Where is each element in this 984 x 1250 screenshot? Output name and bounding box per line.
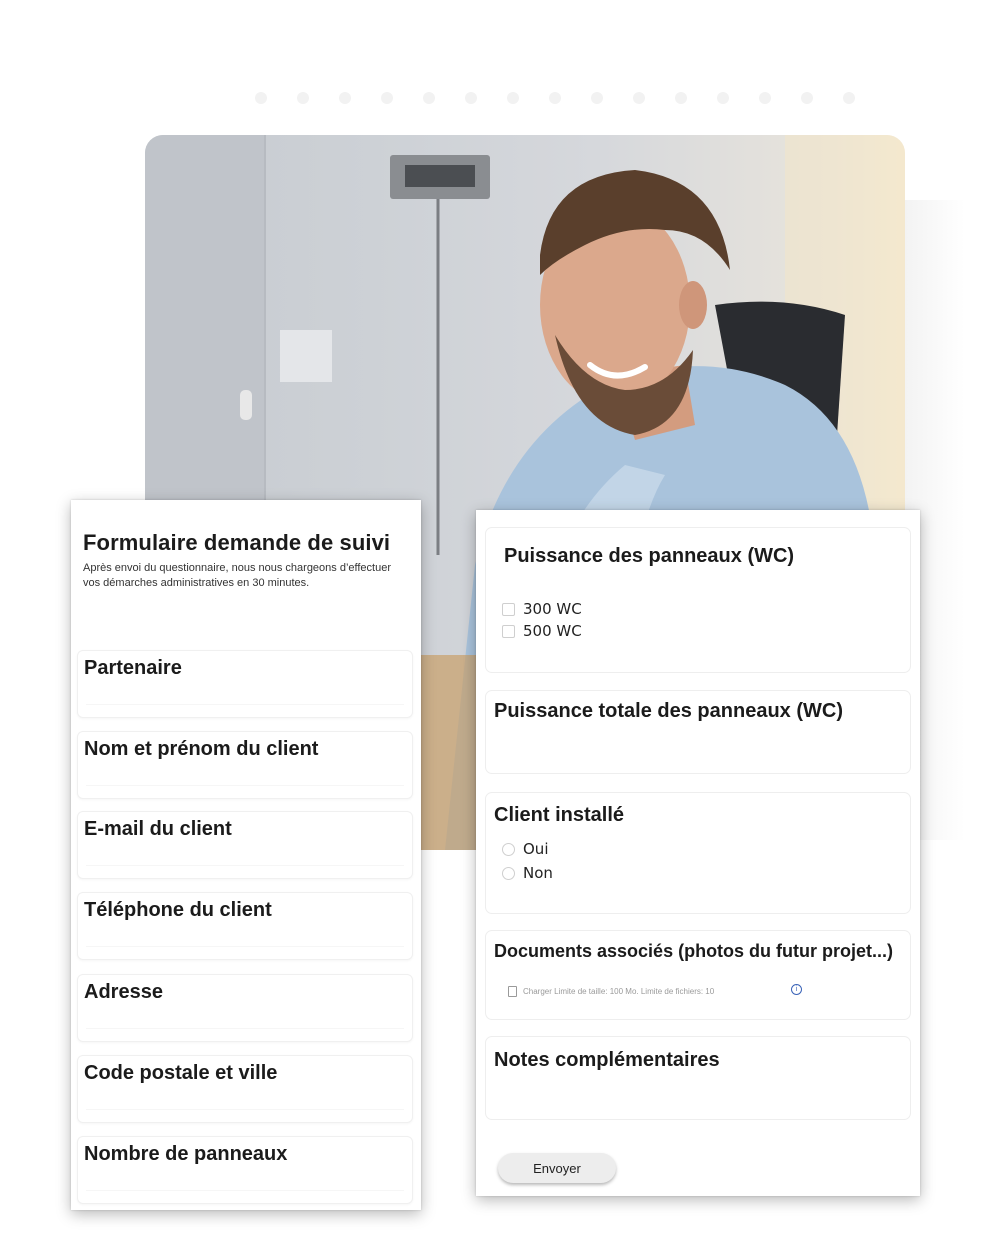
field-puissance-panneaux — [485, 527, 911, 673]
field-label: Nombre de panneaux — [84, 1143, 288, 1165]
option-label: 300 WC — [523, 600, 582, 618]
field-puissance-totale[interactable] — [485, 690, 911, 774]
code-postal-input[interactable] — [86, 1109, 404, 1110]
field-label: Partenaire — [84, 657, 182, 679]
field-nombre-panneaux[interactable] — [77, 1136, 413, 1204]
option-500wc[interactable] — [502, 622, 582, 640]
checkbox[interactable] — [502, 625, 515, 638]
form-panel-right — [476, 510, 920, 1196]
checkbox[interactable] — [502, 603, 515, 616]
option-label: 500 WC — [523, 622, 582, 640]
file-upload[interactable] — [508, 986, 798, 997]
radio[interactable] — [502, 843, 515, 856]
field-client-installe — [485, 792, 911, 914]
option-non[interactable] — [502, 864, 553, 882]
field-label: Documents associés (photos du futur projet...) — [494, 941, 894, 961]
field-code-postal-ville[interactable] — [77, 1055, 413, 1123]
option-label: Non — [523, 864, 553, 882]
form-description: Après envoi du questionnaire, nous nous chargeons d’effectuer vos démarches administratives en 30 minutes. — [83, 562, 392, 589]
field-label: Nom et prénom du client — [84, 738, 319, 760]
field-notes[interactable] — [485, 1036, 911, 1120]
field-label: Notes complémentaires — [494, 1049, 720, 1071]
field-label: Puissance totale des panneaux (WC) — [494, 700, 843, 722]
field-label: Puissance des panneaux (WC) — [504, 545, 795, 567]
partenaire-input[interactable] — [86, 704, 404, 705]
field-adresse[interactable] — [77, 974, 413, 1042]
radio[interactable] — [502, 867, 515, 880]
field-label: Code postale et ville — [84, 1062, 278, 1084]
field-documents — [485, 930, 911, 1020]
field-nom-prenom[interactable] — [77, 731, 413, 799]
form-panel-left — [71, 500, 421, 1210]
upload-hint: Charger Limite de taille: 100 Mo. Limite de fichiers: 10 — [523, 987, 715, 996]
field-telephone[interactable] — [77, 892, 413, 960]
form-title: Formulaire demande de suivi — [83, 530, 391, 555]
decorative-dots — [255, 92, 895, 106]
info-icon[interactable]: i — [791, 984, 802, 995]
field-label: Adresse — [84, 981, 163, 1003]
field-email[interactable] — [77, 811, 413, 879]
field-partenaire[interactable] — [77, 650, 413, 718]
file-icon — [508, 986, 517, 997]
option-300wc[interactable] — [502, 600, 582, 618]
nombre-panneaux-input[interactable] — [86, 1190, 404, 1191]
adresse-input[interactable] — [86, 1028, 404, 1029]
nom-prenom-input[interactable] — [86, 785, 404, 786]
field-label: Client installé — [494, 804, 625, 826]
email-input[interactable] — [86, 865, 404, 866]
telephone-input[interactable] — [86, 946, 404, 947]
submit-button[interactable]: Envoyer — [498, 1153, 616, 1183]
option-label: Oui — [523, 840, 549, 858]
field-label: E-mail du client — [84, 818, 232, 840]
field-label: Téléphone du client — [84, 899, 272, 921]
option-oui[interactable] — [502, 840, 548, 858]
